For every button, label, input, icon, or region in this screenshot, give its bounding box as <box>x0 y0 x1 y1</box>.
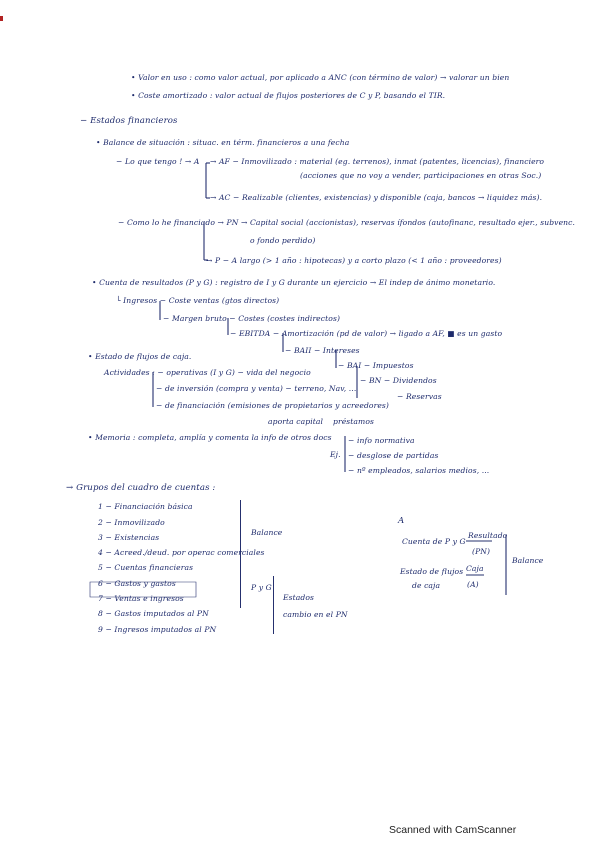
diagram-de-caja: de caja <box>412 581 441 590</box>
note-baii: − BAII − Intereses <box>285 346 360 355</box>
note-lo-que-tengo: − Lo que tengo ! → A <box>116 157 200 166</box>
diagram-cuenta-pyg: Cuenta de P y G <box>402 537 466 546</box>
group-item: 4 − Acreed./deud. por operac comerciales <box>98 548 265 557</box>
group-item: 1 − Financiación básica <box>98 502 193 511</box>
note-inversion: − de inversión (compra y venta) − terreno, Nav, ... <box>156 384 357 393</box>
note-actividades: Actividades : − operativas (I y G) − vida del negocio <box>104 368 311 377</box>
balance-label: Balance <box>251 528 283 537</box>
note-prestamos: préstamos <box>333 417 375 426</box>
note-af: → AF − Inmovilizado : material (eg. terrenos), inmat (patentes, licencias), financiero <box>210 157 545 166</box>
note-ej: Ej. <box>330 450 341 459</box>
note-pasivo: → P − A largo (> 1 año : hipotecas) y a corto plazo (< 1 año : proveedores) <box>206 256 502 265</box>
note-coste-amortizado: • Coste amortizado : valor actual de flujos posteriores de C y P, basando el TIR. <box>131 91 446 100</box>
diagram-resultado: Resultado <box>468 531 508 540</box>
note-memoria: • Memoria : completa, amplía y comenta la info de otros docs <box>88 433 332 442</box>
diagram-pn: (PN) <box>472 547 491 556</box>
group-item: 5 − Cuentas financieras <box>98 563 194 572</box>
diagram-ac: (A) <box>467 580 479 589</box>
note-valor-en-uso: • Valor en uso : como valor actual, por aplicado a ANC (con término de valor) → valorar un bien <box>131 73 510 82</box>
estados-label: Estados <box>283 593 315 602</box>
pyg-label: P y G <box>251 583 272 592</box>
diagram-balance: Balance <box>512 556 544 565</box>
pyg-highlight-box <box>90 582 196 597</box>
note-financiacion: − de financiación (emisiones de propietarios y acreedores) <box>156 401 389 410</box>
group-item: 8 − Gastos imputados al PN <box>98 609 209 618</box>
camscanner-footer: Scanned with CamScanner <box>389 824 517 836</box>
note-ac: → AC − Realizable (clientes, existencias) y disponible (caja, bancos → liquidez más). <box>210 193 543 202</box>
note-desglose: − desglose de partidas <box>348 451 439 460</box>
note-ebitda: − EBITDA − Amortización (pd de valor) → ligado a AF, ■ es un gasto <box>230 329 503 338</box>
diagram-estado-flujos: Estado de flujos <box>400 567 464 576</box>
note-como-financiado: − Como lo he financiado → PN → Capital social (accionistas), reservas ífondos (autofinanc, resultado ejer., subvenc. <box>118 218 576 227</box>
diagram-caja: Caja <box>466 564 484 573</box>
heading-estados-financieros: − Estados financieros <box>80 116 178 126</box>
note-margen-bruto: − Margen bruto − Costes (costes indirectos) <box>163 314 341 323</box>
note-bai: − BAI − Impuestos <box>338 361 414 370</box>
note-balance-situacion: • Balance de situación : situac. en térm. financieros a una fecha <box>96 138 350 147</box>
note-reservas: − Reservas <box>397 392 442 401</box>
group-item: 7 − Ventas e ingresos <box>98 594 184 603</box>
group-item: 3 − Existencias <box>98 533 160 542</box>
note-ingresos: └ Ingresos − Coste ventas (gtos directos) <box>116 296 280 305</box>
diagram-a-label: A <box>398 516 405 526</box>
group-item: 6 − Gastos y gastos <box>98 579 176 588</box>
estados-label-cont: cambio en el PN <box>283 610 348 619</box>
note-empleados: − nº empleados, salarios medios, ... <box>348 466 490 475</box>
note-cuenta-resultados: • Cuenta de resultados (P y G) : registro de I y G durante un ejercicio → El indep de ánimo monetario. <box>92 278 496 287</box>
note-af-cont: (acciones que no voy a vender, participaciones en otras Soc.) <box>300 171 542 180</box>
note-bn: − BN − Dividendos <box>360 376 437 385</box>
note-aporta-capital: aporta capital <box>268 417 324 426</box>
heading-grupos-cuadro: → Grupos del cuadro de cuentas : <box>66 483 216 493</box>
note-estado-flujos: • Estado de flujos de caja. <box>88 352 192 361</box>
note-fondo-perdido: o fondo perdido) <box>250 236 316 245</box>
group-item: 2 − Inmovilizado <box>98 518 165 527</box>
group-item: 9 − Ingresos imputados al PN <box>98 625 217 634</box>
note-info-normativa: − info normativa <box>348 436 415 445</box>
